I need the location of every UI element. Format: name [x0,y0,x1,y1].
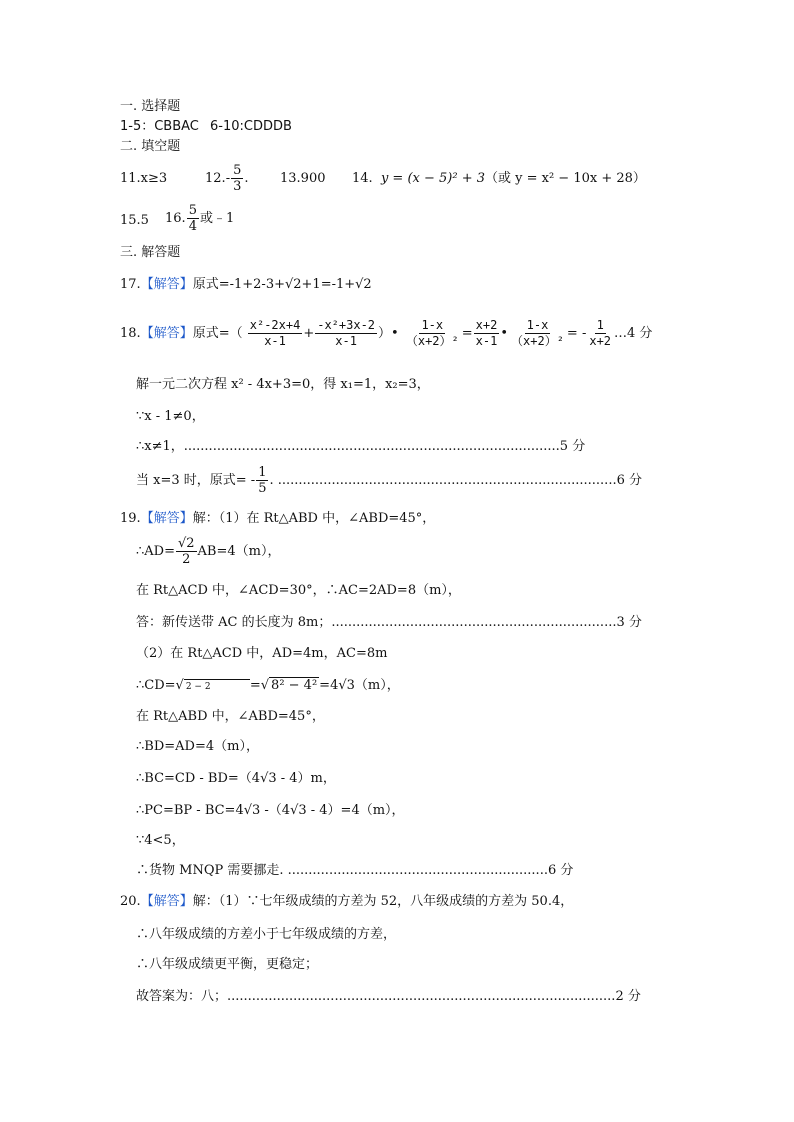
q19-line1: 19.【解答】解：（1）在 Rt△ABD 中，∠ABD=45°， [120,511,436,526]
section-title-choice: 一. 选择题 [120,99,181,114]
q18-expression: 18.【解答】原式=（ $\frac{\text{x²-2x+4}}{x-1}$ + $\frac{\text{-x²+3x-2}}{x-1}$ ）• $\frac{1-x}{\text{（x+2）²}}$ = $\frac{x+2}{x-1}$ • $\frac{1-x}{\text{（x+2）²}}$ = - $\frac{1}{x+2}$ …4 分 [120,318,653,348]
q19-line5: （2）在 Rt△ACD 中，AD=4m，AC=8m [136,646,388,661]
section-title-fill: 二. 填空题 [120,139,181,154]
fill-q13: 13.900 [280,171,326,186]
q20-line3: ∴八年级成绩更平衡，更稳定； [136,957,319,972]
fill-q12: 12.- $\frac{5}{3}$ . [205,163,249,194]
q19-line9: ∴BC=CD - BD=（4√3 - 4）m， [136,771,336,786]
fill-q16: 16. $\frac{5}{4}$ 或﹣1 [165,203,235,234]
q19-line8: ∴BD=AD=4（m）， [136,739,259,754]
choice-answers-6-10: 6-10:CDDDB [210,119,292,134]
q19-line11: ∵4<5， [136,833,185,848]
section-title-solve: 三. 解答题 [120,245,181,260]
q19-line7: 在 Rt△ABD 中，∠ABD=45°， [136,709,325,724]
fill-q14: 14. y = (x − 5)² + 3（或 y = x² − 10x + 28） [352,171,646,186]
q19-line12: ∴货物 MNQP 需要挪走. ...............................................................6 分 [136,863,574,878]
choice-answers-1-5: 1-5：CBBAC [120,119,199,134]
q20-line4: 故答案为：八；..............................................................................................2 分 [136,989,641,1004]
q19-line6: ∴CD=√2 − 2 =√ 8² − 4² =4√3（m）， [136,678,400,693]
q18-line2: 解一元二次方程 x² - 4x+3=0，得 x₁=1，x₂=3， [136,377,430,392]
q19-line4: 答：新传送带 AC 的长度为 8m；.....................................................................3 分 [136,615,642,630]
q20-line2: ∴八年级成绩的方差小于七年级成绩的方差， [136,927,397,942]
q17: 17.【解答】原式=-1+2-3+√2+1=-1+√2 [120,277,372,292]
q19-line10: ∴PC=BP - BC=4√3 -（4√3 - 4）=4（m）， [136,803,405,818]
fill-q11: 11.x≥3 [120,171,168,186]
q19-line2: ∴AD= $\frac{√2}{2}$ AB=4（m）， [136,536,281,567]
q18-line5: 当 x=3 时，原式= - $\frac{1}{5}$ . ..................................................................................6 分 [136,465,642,496]
q18-line3: ∵x - 1≠0， [136,409,205,424]
q18-line4: ∴x≠1，...........................................................................................5 分 [136,439,586,454]
fill-q15: 15.5 [120,213,149,228]
q20-line1: 20.【解答】解：（1）∵七年级成绩的方差为 52，八年级成绩的方差为 50.4， [120,894,574,909]
q19-line3: 在 Rt△ACD 中，∠ACD=30°，∴AC=2AD=8（m）， [136,583,461,598]
